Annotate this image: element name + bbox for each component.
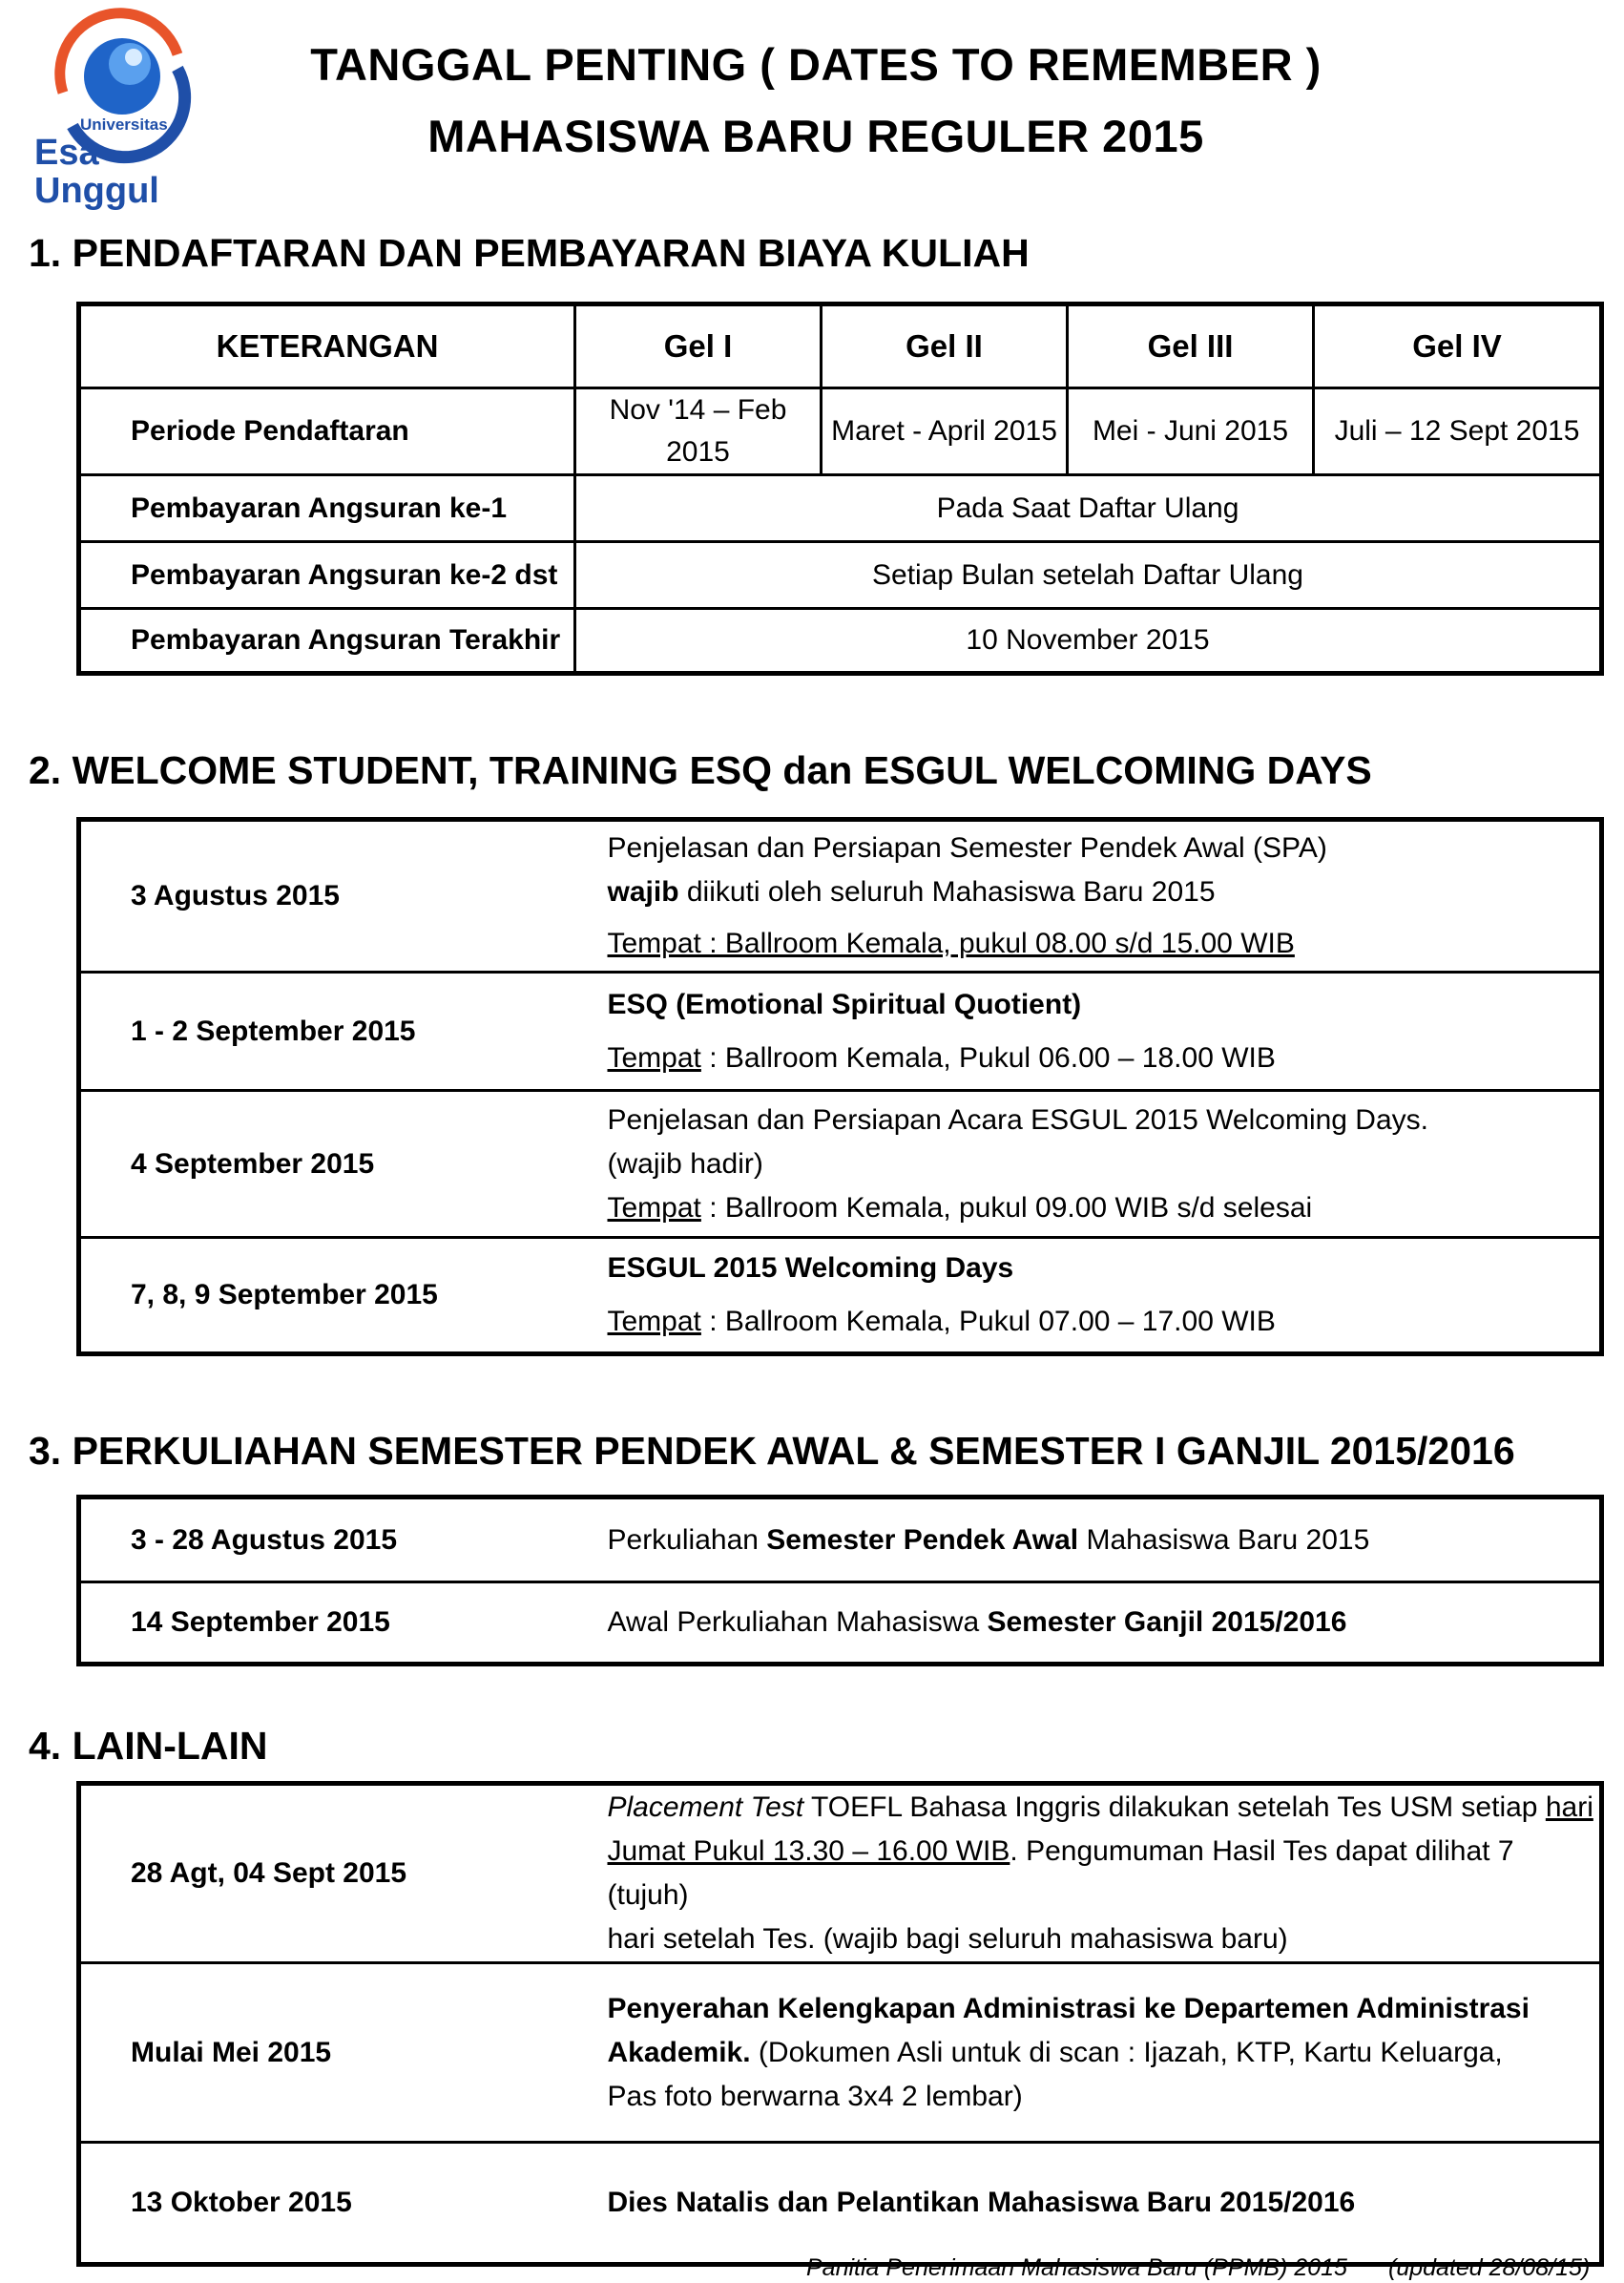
desc-line xyxy=(608,1786,1600,1830)
row-description xyxy=(581,1091,1602,1238)
row-description xyxy=(581,1582,1602,1665)
section-2-heading: 2. WELCOME STUDENT, TRAINING ESQ dan ESGUL WELCOMING DAYS xyxy=(29,748,1372,792)
desc-text: Awal Perkuliahan Mahasiswa xyxy=(607,1606,988,1638)
table-row xyxy=(79,1498,1602,1582)
row-date: 28 Agt, 04 Sept 2015 xyxy=(79,1784,581,1963)
desc-text: Perkuliahan xyxy=(607,1523,767,1556)
desc-location xyxy=(608,1300,1600,1344)
logo-name-text: Esa Unggul xyxy=(34,133,159,211)
desc-line xyxy=(608,1830,1600,1917)
desc-bold: Akademik. xyxy=(607,2036,751,2068)
desc-line: Penjelasan dan Persiapan Semester Pendek Awal (SPA) xyxy=(607,832,1327,864)
row-date: 7, 8, 9 September 2015 xyxy=(79,1238,581,1354)
row-description xyxy=(581,1498,1602,1582)
lecture-table xyxy=(76,1495,1604,1666)
col-header: Gel III xyxy=(1068,304,1314,388)
table-row xyxy=(79,542,1602,609)
desc-location xyxy=(608,1186,1600,1230)
cell-value: Setiap Bulan setelah Daftar Ulang xyxy=(575,542,1602,609)
row-label: Pembayaran Angsuran ke-2 dst xyxy=(79,542,575,609)
desc-location: Tempat : Ballroom Kemala, pukul 08.00 s/d 15.00 WIB xyxy=(607,928,1295,959)
desc-text: (Dokumen Asli untuk di scan : Ijazah, KTP, Kartu Keluarga, xyxy=(750,2036,1503,2068)
table-row xyxy=(79,1784,1602,1963)
col-header: Gel II xyxy=(822,304,1068,388)
table-row xyxy=(79,388,1602,475)
logo-small-text: Universitas xyxy=(80,115,168,134)
desc-italic: Placement Test xyxy=(607,1791,804,1823)
cell-value: Maret - April 2015 xyxy=(822,388,1068,475)
location-text: : Ballroom Kemala, pukul 09.00 WIB s/d selesai xyxy=(700,1191,1313,1224)
table-row xyxy=(79,820,1602,973)
misc-table xyxy=(76,1781,1604,2267)
registration-table xyxy=(76,302,1604,676)
desc-title: ESGUL 2015 Welcoming Days xyxy=(607,1252,1014,1284)
location-label: Tempat xyxy=(607,1306,701,1337)
location-text: : Ballroom Kemala, Pukul 06.00 – 18.00 WIB xyxy=(700,1041,1276,1074)
section-3-heading: 3. PERKULIAHAN SEMESTER PENDEK AWAL & SEMESTER I GANJIL 2015/2016 xyxy=(29,1429,1515,1473)
row-label: Periode Pendaftaran xyxy=(79,388,575,475)
col-header: KETERANGAN xyxy=(79,304,575,388)
row-date: 3 - 28 Agustus 2015 xyxy=(79,1498,581,1582)
cell-value: 10 November 2015 xyxy=(575,609,1602,674)
table-row xyxy=(79,1238,1602,1354)
row-date: Mulai Mei 2015 xyxy=(79,1963,581,2143)
desc-location xyxy=(608,1037,1600,1080)
location-text: : Ballroom Kemala, Pukul 07.00 – 17.00 WIB xyxy=(700,1306,1276,1337)
table-row xyxy=(79,2143,1602,2265)
desc-text: Mahasiswa Baru 2015 xyxy=(1078,1523,1370,1556)
table-row xyxy=(79,475,1602,542)
table-row xyxy=(79,1963,1602,2143)
section-1-heading: 1. PENDAFTARAN DAN PEMBAYARAN BIAYA KULIAH xyxy=(29,231,1030,275)
row-description xyxy=(581,1963,1602,2143)
row-date: 1 - 2 September 2015 xyxy=(79,973,581,1091)
footer-org: Panitia Penerimaan Mahasiswa Baru (PPMB) 2015 xyxy=(806,2254,1347,2281)
desc-bold: wajib xyxy=(607,876,679,908)
table-row xyxy=(79,973,1602,1091)
row-description xyxy=(581,1238,1602,1354)
desc-underline: Jumat Pukul 13.30 – 16.00 WIB xyxy=(607,1835,1010,1867)
table-row xyxy=(79,1582,1602,1665)
row-date: 4 September 2015 xyxy=(79,1091,581,1238)
desc-title: ESQ (Emotional Spiritual Quotient) xyxy=(607,988,1082,1020)
desc-text: . Pengumuman Hasil Tes dapat dilihat 7 (tujuh) xyxy=(607,1835,1514,1911)
desc-underline: hari xyxy=(1545,1791,1593,1823)
desc-bold: Semester Ganjil 2015/2016 xyxy=(987,1606,1347,1638)
row-description xyxy=(581,1784,1602,1963)
page-title: TANGGAL PENTING ( DATES TO REMEMBER ) xyxy=(310,39,1322,90)
col-header: Gel I xyxy=(575,304,822,388)
page-subtitle: MAHASISWA BARU REGULER 2015 xyxy=(427,111,1204,161)
desc-text: diikuti oleh seluruh Mahasiswa Baru 2015 xyxy=(678,876,1216,908)
welcome-table xyxy=(76,817,1604,1356)
desc-line: hari setelah Tes. (wajib bagi seluruh mahasiswa baru) xyxy=(607,1923,1288,1955)
desc-bold: Penyerahan Kelengkapan Administrasi ke Departemen Administrasi xyxy=(607,1992,1530,2024)
row-description xyxy=(581,820,1602,973)
footer-updated: (updated 28/08/15) xyxy=(1388,2254,1591,2281)
cell-value: Mei - Juni 2015 xyxy=(1068,388,1314,475)
desc-line xyxy=(608,870,1600,914)
col-header: Gel IV xyxy=(1314,304,1602,388)
location-label: Tempat xyxy=(607,1041,701,1074)
cell-value: Pada Saat Daftar Ulang xyxy=(575,475,1602,542)
row-date: 13 Oktober 2015 xyxy=(79,2143,581,2265)
table-row xyxy=(79,609,1602,674)
row-label: Pembayaran Angsuran Terakhir xyxy=(79,609,575,674)
row-date: 3 Agustus 2015 xyxy=(79,820,581,973)
table-row xyxy=(79,1091,1602,1238)
desc-text: TOEFL Bahasa Inggris dilakukan setelah Tes USM setiap xyxy=(803,1791,1546,1823)
cell-value: Juli – 12 Sept 2015 xyxy=(1314,388,1602,475)
desc-line: (wajib hadir) xyxy=(607,1147,763,1180)
section-4-heading: 4. LAIN-LAIN xyxy=(29,1724,268,1768)
cell-value: Nov '14 – Feb 2015 xyxy=(575,388,822,475)
location-label: Tempat xyxy=(607,1191,701,1224)
row-date: 14 September 2015 xyxy=(79,1582,581,1665)
row-label: Pembayaran Angsuran ke-1 xyxy=(79,475,575,542)
desc-line xyxy=(608,2031,1600,2075)
table-header-row xyxy=(79,304,1602,388)
row-description xyxy=(581,973,1602,1091)
row-description xyxy=(581,2143,1602,2265)
logo-wordmark xyxy=(34,116,216,210)
desc-line: Penjelasan dan Persiapan Acara ESGUL 2015 Welcoming Days. xyxy=(607,1103,1428,1136)
desc-bold: Semester Pendek Awal xyxy=(766,1523,1079,1556)
desc-bold: Dies Natalis dan Pelantikan Mahasiswa Baru 2015/2016 xyxy=(607,2187,1356,2218)
desc-line: Pas foto berwarna 3x4 2 lembar) xyxy=(607,2080,1023,2112)
